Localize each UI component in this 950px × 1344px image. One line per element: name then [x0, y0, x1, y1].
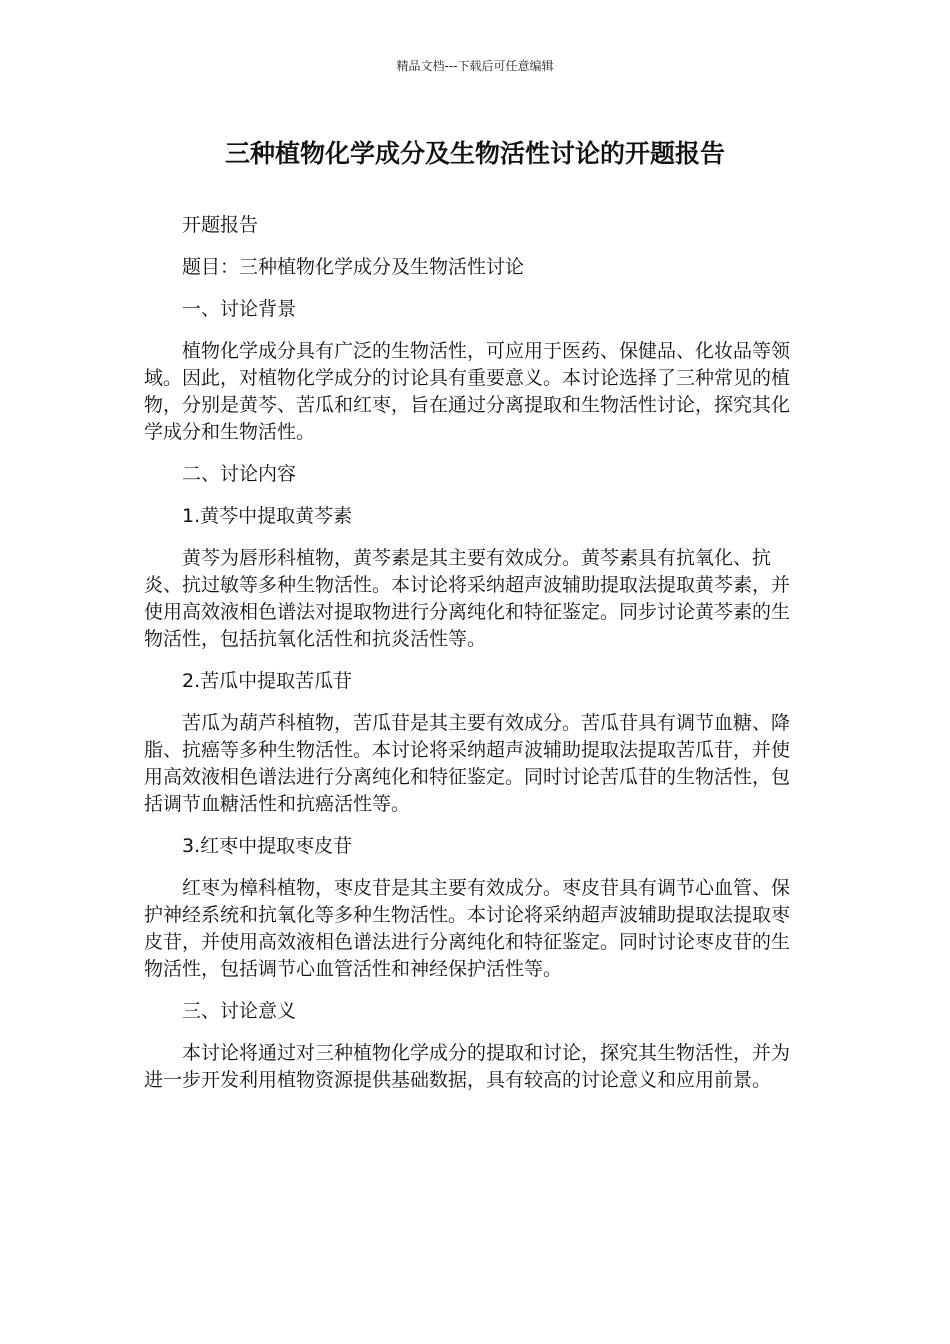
jujube-paragraph: 红枣为樟科植物，枣皮苷是其主要有效成分。枣皮苷具有调节心血管、保护神经系统和抗氧化等多种生物活性。本讨论将采纳超声波辅助提取法提取枣皮苷，并使用高效液相色谱法进行分离纯化和特征鉴定。同时讨论枣皮苷的生物活性，包括调节心血管活性和神经保护活性等。 — [144, 877, 791, 980]
document-body — [144, 212, 806, 1109]
report-topic: 题目：三种植物化学成分及生物活性讨论 — [182, 256, 525, 278]
section-heading-content: 二、讨论内容 — [182, 463, 297, 485]
subheading-bitter-melon: 2.苦瓜中提取苦瓜苷 — [182, 670, 353, 692]
scutellaria-paragraph: 黄芩为唇形科植物，黄芩素是其主要有效成分。黄芩素具有抗氧化、抗炎、抗过敏等多种生物活性。本讨论将采纳超声波辅助提取法提取黄芩素，并使用高效液相色谱法对提取物进行分离纯化和特征鉴定。同步讨论黄芩素的生物活性，包括抗氧化活性和抗炎活性等。 — [144, 547, 791, 650]
document-title: 三种植物化学成分及生物活性讨论的开题报告 — [224, 139, 725, 168]
page-header-note: 精品文档---下载后可任意编辑 — [396, 59, 554, 73]
bitter-melon-paragraph: 苦瓜为葫芦科植物，苦瓜苷是其主要有效成分。苦瓜苷具有调节血糖、降脂、抗癌等多种生物活性。本讨论将采纳超声波辅助提取法提取苦瓜苷，并使用高效液相色谱法进行分离纯化和特征鉴定。同时讨论苦瓜苷的生物活性，包括调节血糖活性和抗癌活性等。 — [144, 712, 791, 815]
section-heading-significance: 三、讨论意义 — [182, 1000, 297, 1022]
subheading-jujube: 3.红枣中提取枣皮苷 — [182, 835, 353, 857]
report-label: 开题报告 — [182, 214, 259, 236]
background-paragraph: 植物化学成分具有广泛的生物活性，可应用于医药、保健品、化妆品等领域。因此，对植物化学成分的讨论具有重要意义。本讨论选择了三种常见的植物，分别是黄芩、苦瓜和红枣，旨在通过分离提取和生物活性讨论，探究其化学成分和生物活性。 — [144, 340, 791, 443]
significance-paragraph: 本讨论将通过对三种植物化学成分的提取和讨论，探究其生物活性，并为进一步开发利用植物资源提供基础数据，具有较高的讨论意义和应用前景。 — [144, 1042, 791, 1091]
subheading-scutellaria: 1.黄芩中提取黄芩素 — [182, 505, 353, 527]
section-heading-background: 一、讨论背景 — [182, 298, 297, 320]
